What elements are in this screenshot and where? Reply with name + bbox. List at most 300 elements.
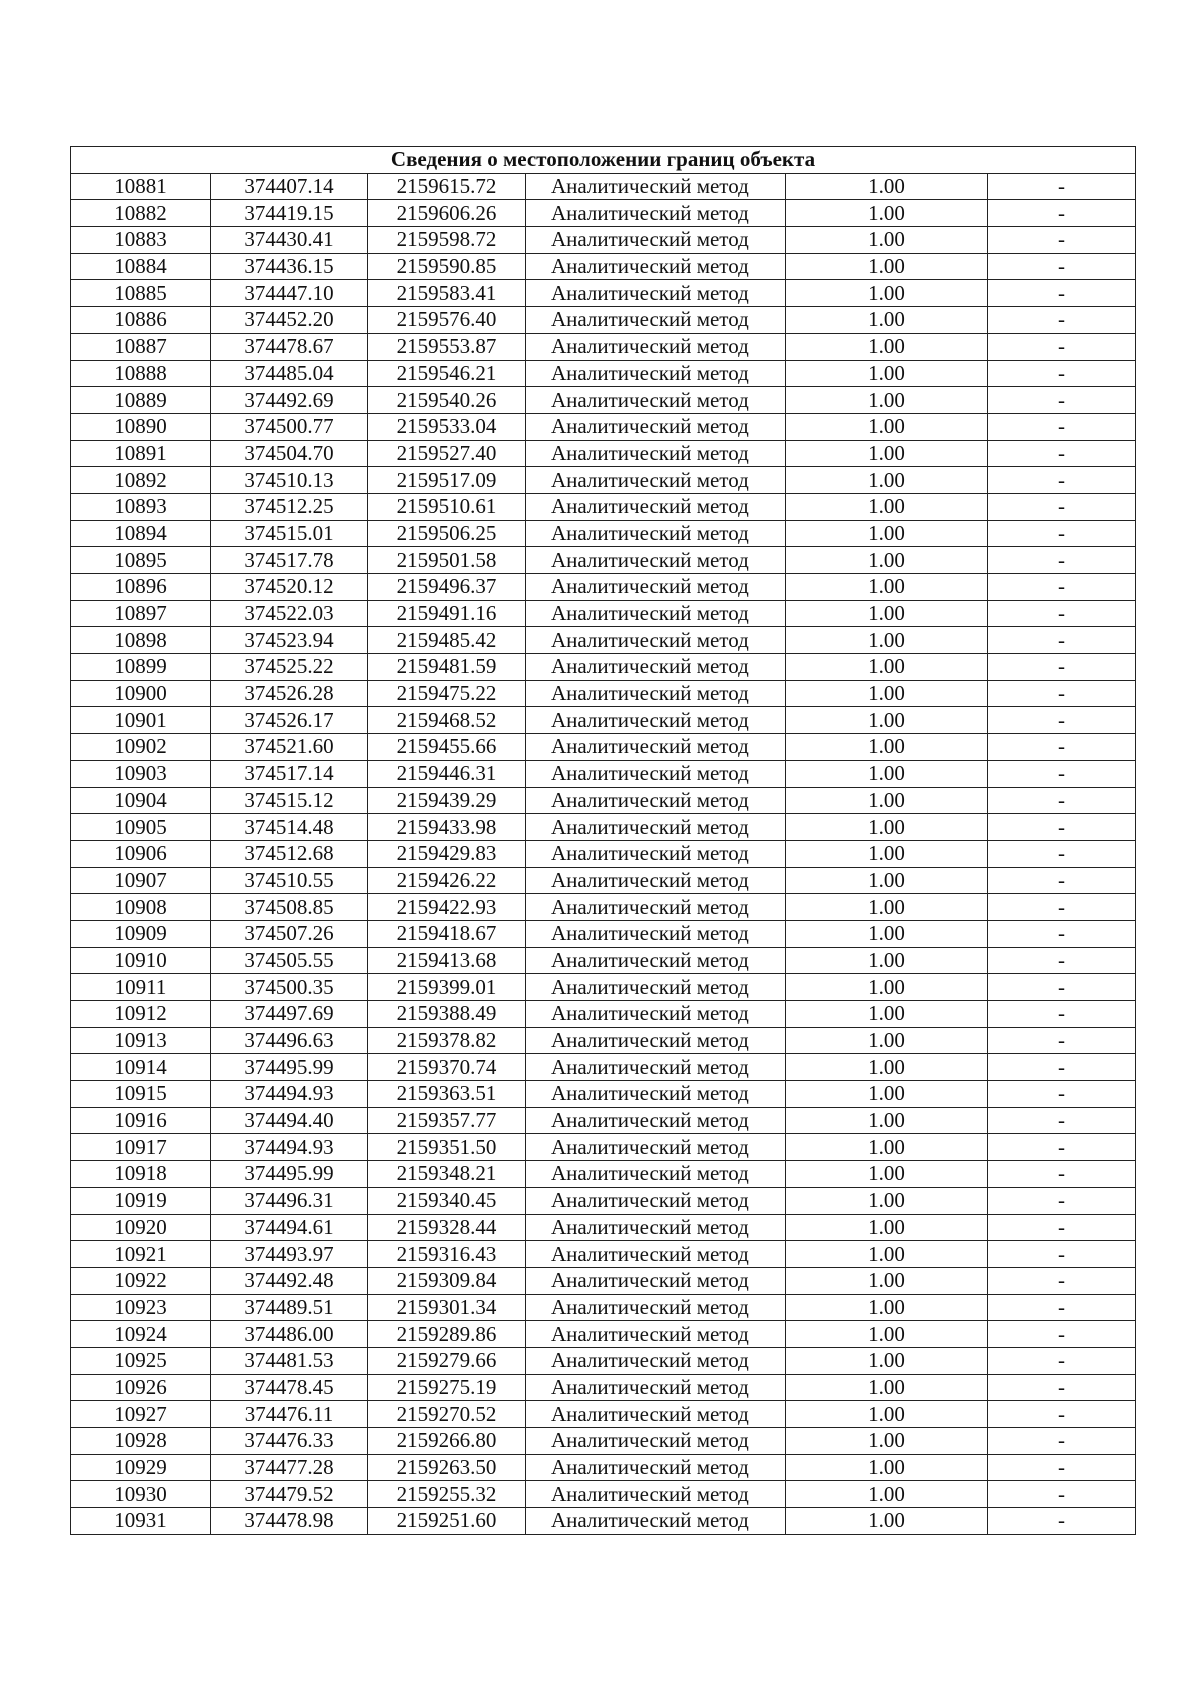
coordinate-y: 2159270.52	[368, 1401, 526, 1428]
accuracy-cell: 1.00	[786, 1401, 988, 1428]
accuracy-cell: 1.00	[786, 360, 988, 387]
accuracy-cell: 1.00	[786, 1214, 988, 1241]
note-cell: -	[988, 227, 1136, 254]
accuracy-cell: 1.00	[786, 307, 988, 334]
coordinate-y: 2159496.37	[368, 574, 526, 601]
table-row	[71, 200, 1136, 227]
note-cell: -	[988, 1374, 1136, 1401]
point-number: 10888	[71, 360, 211, 387]
table-row	[71, 974, 1136, 1001]
note-cell: -	[988, 547, 1136, 574]
coordinate-x: 374495.99	[211, 1054, 368, 1081]
method-cell: Аналитический метод	[526, 547, 786, 574]
accuracy-cell: 1.00	[786, 1481, 988, 1508]
coordinate-x: 374512.25	[211, 493, 368, 520]
coordinate-x: 374526.17	[211, 707, 368, 734]
point-number: 10910	[71, 947, 211, 974]
coordinate-x: 374500.77	[211, 413, 368, 440]
coordinate-y: 2159348.21	[368, 1161, 526, 1188]
point-number: 10918	[71, 1161, 211, 1188]
note-cell: -	[988, 1107, 1136, 1134]
table-row	[71, 280, 1136, 307]
note-cell: -	[988, 1187, 1136, 1214]
point-number: 10892	[71, 467, 211, 494]
coordinate-x: 374476.11	[211, 1401, 368, 1428]
coordinate-x: 374476.33	[211, 1428, 368, 1455]
coordinate-x: 374496.31	[211, 1187, 368, 1214]
table-title-row	[71, 147, 1136, 174]
method-cell: Аналитический метод	[526, 1454, 786, 1481]
coordinate-y: 2159527.40	[368, 440, 526, 467]
coordinate-x: 374419.15	[211, 200, 368, 227]
point-number: 10916	[71, 1107, 211, 1134]
accuracy-cell: 1.00	[786, 1161, 988, 1188]
coordinate-x: 374515.12	[211, 787, 368, 814]
point-number: 10902	[71, 734, 211, 761]
coordinate-x: 374515.01	[211, 520, 368, 547]
coordinate-x: 374495.99	[211, 1161, 368, 1188]
accuracy-cell: 1.00	[786, 520, 988, 547]
method-cell: Аналитический метод	[526, 1027, 786, 1054]
method-cell: Аналитический метод	[526, 280, 786, 307]
accuracy-cell: 1.00	[786, 387, 988, 414]
table-row	[71, 173, 1136, 200]
note-cell: -	[988, 600, 1136, 627]
method-cell: Аналитический метод	[526, 1081, 786, 1108]
coordinate-x: 374479.52	[211, 1481, 368, 1508]
accuracy-cell: 1.00	[786, 227, 988, 254]
method-cell: Аналитический метод	[526, 1374, 786, 1401]
table-row	[71, 307, 1136, 334]
note-cell: -	[988, 1241, 1136, 1268]
method-cell: Аналитический метод	[526, 173, 786, 200]
accuracy-cell: 1.00	[786, 1081, 988, 1108]
point-number: 10896	[71, 574, 211, 601]
coordinate-y: 2159351.50	[368, 1134, 526, 1161]
point-number: 10905	[71, 814, 211, 841]
accuracy-cell: 1.00	[786, 547, 988, 574]
accuracy-cell: 1.00	[786, 974, 988, 1001]
note-cell: -	[988, 680, 1136, 707]
note-cell: -	[988, 920, 1136, 947]
point-number: 10894	[71, 520, 211, 547]
coordinate-x: 374507.26	[211, 920, 368, 947]
method-cell: Аналитический метод	[526, 227, 786, 254]
method-cell: Аналитический метод	[526, 867, 786, 894]
note-cell: -	[988, 1508, 1136, 1535]
note-cell: -	[988, 360, 1136, 387]
accuracy-cell: 1.00	[786, 627, 988, 654]
coordinate-y: 2159590.85	[368, 253, 526, 280]
method-cell: Аналитический метод	[526, 894, 786, 921]
method-cell: Аналитический метод	[526, 493, 786, 520]
coordinate-y: 2159255.32	[368, 1481, 526, 1508]
coordinate-x: 374430.41	[211, 227, 368, 254]
coordinate-y: 2159468.52	[368, 707, 526, 734]
note-cell: -	[988, 840, 1136, 867]
point-number: 10903	[71, 760, 211, 787]
accuracy-cell: 1.00	[786, 493, 988, 520]
point-number: 10898	[71, 627, 211, 654]
point-number: 10907	[71, 867, 211, 894]
note-cell: -	[988, 654, 1136, 681]
table-row	[71, 787, 1136, 814]
accuracy-cell: 1.00	[786, 920, 988, 947]
coordinate-y: 2159598.72	[368, 227, 526, 254]
point-number: 10908	[71, 894, 211, 921]
note-cell: -	[988, 734, 1136, 761]
table-row	[71, 1508, 1136, 1535]
method-cell: Аналитический метод	[526, 1001, 786, 1028]
point-number: 10899	[71, 654, 211, 681]
note-cell: -	[988, 1027, 1136, 1054]
coordinate-y: 2159446.31	[368, 760, 526, 787]
coordinate-y: 2159576.40	[368, 307, 526, 334]
coordinate-y: 2159399.01	[368, 974, 526, 1001]
method-cell: Аналитический метод	[526, 1267, 786, 1294]
accuracy-cell: 1.00	[786, 1294, 988, 1321]
accuracy-cell: 1.00	[786, 173, 988, 200]
boundary-coordinates-table	[70, 146, 1136, 1535]
method-cell: Аналитический метод	[526, 654, 786, 681]
coordinate-y: 2159583.41	[368, 280, 526, 307]
coordinate-x: 374510.55	[211, 867, 368, 894]
coordinate-x: 374496.63	[211, 1027, 368, 1054]
method-cell: Аналитический метод	[526, 440, 786, 467]
coordinate-y: 2159289.86	[368, 1321, 526, 1348]
note-cell: -	[988, 1267, 1136, 1294]
coordinate-y: 2159301.34	[368, 1294, 526, 1321]
table-row	[71, 1267, 1136, 1294]
table-row	[71, 1161, 1136, 1188]
accuracy-cell: 1.00	[786, 1027, 988, 1054]
method-cell: Аналитический метод	[526, 1134, 786, 1161]
note-cell: -	[988, 200, 1136, 227]
point-number: 10883	[71, 227, 211, 254]
coordinate-y: 2159275.19	[368, 1374, 526, 1401]
note-cell: -	[988, 1401, 1136, 1428]
coordinate-y: 2159426.22	[368, 867, 526, 894]
method-cell: Аналитический метод	[526, 574, 786, 601]
coordinate-y: 2159340.45	[368, 1187, 526, 1214]
coordinate-y: 2159485.42	[368, 627, 526, 654]
coordinate-y: 2159378.82	[368, 1027, 526, 1054]
method-cell: Аналитический метод	[526, 200, 786, 227]
method-cell: Аналитический метод	[526, 1321, 786, 1348]
note-cell: -	[988, 947, 1136, 974]
accuracy-cell: 1.00	[786, 600, 988, 627]
note-cell: -	[988, 467, 1136, 494]
coordinate-y: 2159517.09	[368, 467, 526, 494]
table-row	[71, 947, 1136, 974]
method-cell: Аналитический метод	[526, 1054, 786, 1081]
coordinate-y: 2159433.98	[368, 814, 526, 841]
coordinate-y: 2159266.80	[368, 1428, 526, 1455]
method-cell: Аналитический метод	[526, 1401, 786, 1428]
method-cell: Аналитический метод	[526, 1241, 786, 1268]
method-cell: Аналитический метод	[526, 974, 786, 1001]
coordinate-x: 374485.04	[211, 360, 368, 387]
note-cell: -	[988, 1321, 1136, 1348]
coordinate-x: 374523.94	[211, 627, 368, 654]
method-cell: Аналитический метод	[526, 1187, 786, 1214]
coordinate-y: 2159413.68	[368, 947, 526, 974]
note-cell: -	[988, 1001, 1136, 1028]
accuracy-cell: 1.00	[786, 894, 988, 921]
accuracy-cell: 1.00	[786, 280, 988, 307]
coordinate-x: 374494.93	[211, 1134, 368, 1161]
point-number: 10884	[71, 253, 211, 280]
coordinate-y: 2159510.61	[368, 493, 526, 520]
coordinate-y: 2159481.59	[368, 654, 526, 681]
accuracy-cell: 1.00	[786, 1107, 988, 1134]
point-number: 10930	[71, 1481, 211, 1508]
accuracy-cell: 1.00	[786, 200, 988, 227]
accuracy-cell: 1.00	[786, 1187, 988, 1214]
accuracy-cell: 1.00	[786, 253, 988, 280]
table-row	[71, 1214, 1136, 1241]
table-row	[71, 1294, 1136, 1321]
point-number: 10887	[71, 333, 211, 360]
point-number: 10889	[71, 387, 211, 414]
coordinate-x: 374522.03	[211, 600, 368, 627]
point-number: 10917	[71, 1134, 211, 1161]
coordinate-x: 374481.53	[211, 1347, 368, 1374]
point-number: 10912	[71, 1001, 211, 1028]
coordinate-y: 2159506.25	[368, 520, 526, 547]
coordinate-y: 2159316.43	[368, 1241, 526, 1268]
coordinate-y: 2159475.22	[368, 680, 526, 707]
coordinate-y: 2159328.44	[368, 1214, 526, 1241]
note-cell: -	[988, 413, 1136, 440]
table-row	[71, 413, 1136, 440]
note-cell: -	[988, 333, 1136, 360]
accuracy-cell: 1.00	[786, 1001, 988, 1028]
coordinate-y: 2159429.83	[368, 840, 526, 867]
point-number: 10890	[71, 413, 211, 440]
method-cell: Аналитический метод	[526, 707, 786, 734]
point-number: 10913	[71, 1027, 211, 1054]
method-cell: Аналитический метод	[526, 627, 786, 654]
table-row	[71, 1134, 1136, 1161]
coordinate-y: 2159615.72	[368, 173, 526, 200]
note-cell: -	[988, 760, 1136, 787]
method-cell: Аналитический метод	[526, 333, 786, 360]
coordinate-x: 374494.40	[211, 1107, 368, 1134]
accuracy-cell: 1.00	[786, 760, 988, 787]
table-row	[71, 1001, 1136, 1028]
note-cell: -	[988, 1134, 1136, 1161]
point-number: 10919	[71, 1187, 211, 1214]
coordinate-x: 374510.13	[211, 467, 368, 494]
note-cell: -	[988, 173, 1136, 200]
accuracy-cell: 1.00	[786, 1508, 988, 1535]
table-row	[71, 867, 1136, 894]
method-cell: Аналитический метод	[526, 467, 786, 494]
coordinate-x: 374512.68	[211, 840, 368, 867]
note-cell: -	[988, 1081, 1136, 1108]
table-row	[71, 467, 1136, 494]
note-cell: -	[988, 867, 1136, 894]
point-number: 10885	[71, 280, 211, 307]
note-cell: -	[988, 1214, 1136, 1241]
coordinate-y: 2159388.49	[368, 1001, 526, 1028]
method-cell: Аналитический метод	[526, 734, 786, 761]
coordinate-x: 374525.22	[211, 654, 368, 681]
note-cell: -	[988, 307, 1136, 334]
table-row	[71, 734, 1136, 761]
coordinate-y: 2159363.51	[368, 1081, 526, 1108]
method-cell: Аналитический метод	[526, 760, 786, 787]
coordinate-y: 2159279.66	[368, 1347, 526, 1374]
method-cell: Аналитический метод	[526, 387, 786, 414]
coordinate-x: 374478.98	[211, 1508, 368, 1535]
coordinate-x: 374521.60	[211, 734, 368, 761]
point-number: 10881	[71, 173, 211, 200]
coordinate-x: 374477.28	[211, 1454, 368, 1481]
method-cell: Аналитический метод	[526, 520, 786, 547]
accuracy-cell: 1.00	[786, 680, 988, 707]
coordinate-x: 374436.15	[211, 253, 368, 280]
coordinate-x: 374494.93	[211, 1081, 368, 1108]
note-cell: -	[988, 707, 1136, 734]
table-row	[71, 1054, 1136, 1081]
accuracy-cell: 1.00	[786, 1054, 988, 1081]
point-number: 10920	[71, 1214, 211, 1241]
coordinate-y: 2159546.21	[368, 360, 526, 387]
accuracy-cell: 1.00	[786, 654, 988, 681]
point-number: 10904	[71, 787, 211, 814]
note-cell: -	[988, 280, 1136, 307]
method-cell: Аналитический метод	[526, 947, 786, 974]
coordinate-x: 374478.45	[211, 1374, 368, 1401]
point-number: 10901	[71, 707, 211, 734]
table-row	[71, 627, 1136, 654]
accuracy-cell: 1.00	[786, 867, 988, 894]
accuracy-cell: 1.00	[786, 1241, 988, 1268]
point-number: 10927	[71, 1401, 211, 1428]
point-number: 10882	[71, 200, 211, 227]
method-cell: Аналитический метод	[526, 840, 786, 867]
accuracy-cell: 1.00	[786, 574, 988, 601]
coordinate-x: 374447.10	[211, 280, 368, 307]
method-cell: Аналитический метод	[526, 680, 786, 707]
accuracy-cell: 1.00	[786, 333, 988, 360]
point-number: 10914	[71, 1054, 211, 1081]
note-cell: -	[988, 493, 1136, 520]
table-row	[71, 520, 1136, 547]
accuracy-cell: 1.00	[786, 840, 988, 867]
table-row	[71, 814, 1136, 841]
method-cell: Аналитический метод	[526, 1294, 786, 1321]
accuracy-cell: 1.00	[786, 1321, 988, 1348]
point-number: 10886	[71, 307, 211, 334]
coordinate-x: 374494.61	[211, 1214, 368, 1241]
accuracy-cell: 1.00	[786, 1347, 988, 1374]
note-cell: -	[988, 1294, 1136, 1321]
table-row	[71, 894, 1136, 921]
table-row	[71, 680, 1136, 707]
table-row	[71, 1374, 1136, 1401]
coordinate-x: 374407.14	[211, 173, 368, 200]
coordinate-y: 2159540.26	[368, 387, 526, 414]
table-row	[71, 654, 1136, 681]
coordinate-y: 2159422.93	[368, 894, 526, 921]
coordinate-y: 2159357.77	[368, 1107, 526, 1134]
point-number: 10893	[71, 493, 211, 520]
accuracy-cell: 1.00	[786, 440, 988, 467]
coordinate-x: 374526.28	[211, 680, 368, 707]
accuracy-cell: 1.00	[786, 734, 988, 761]
accuracy-cell: 1.00	[786, 1267, 988, 1294]
coordinate-y: 2159418.67	[368, 920, 526, 947]
point-number: 10911	[71, 974, 211, 1001]
table-row	[71, 360, 1136, 387]
table-row	[71, 493, 1136, 520]
method-cell: Аналитический метод	[526, 600, 786, 627]
table-row	[71, 1187, 1136, 1214]
note-cell: -	[988, 814, 1136, 841]
coordinate-x: 374497.69	[211, 1001, 368, 1028]
accuracy-cell: 1.00	[786, 814, 988, 841]
method-cell: Аналитический метод	[526, 1214, 786, 1241]
method-cell: Аналитический метод	[526, 1508, 786, 1535]
point-number: 10931	[71, 1508, 211, 1535]
table-row	[71, 760, 1136, 787]
method-cell: Аналитический метод	[526, 920, 786, 947]
coordinate-x: 374492.48	[211, 1267, 368, 1294]
note-cell: -	[988, 1481, 1136, 1508]
coordinate-x: 374517.14	[211, 760, 368, 787]
point-number: 10915	[71, 1081, 211, 1108]
coordinate-x: 374489.51	[211, 1294, 368, 1321]
point-number: 10922	[71, 1267, 211, 1294]
note-cell: -	[988, 1347, 1136, 1374]
coordinate-x: 374493.97	[211, 1241, 368, 1268]
accuracy-cell: 1.00	[786, 787, 988, 814]
accuracy-cell: 1.00	[786, 1374, 988, 1401]
coordinate-y: 2159455.66	[368, 734, 526, 761]
note-cell: -	[988, 627, 1136, 654]
table-row	[71, 920, 1136, 947]
table-row	[71, 1481, 1136, 1508]
method-cell: Аналитический метод	[526, 253, 786, 280]
note-cell: -	[988, 520, 1136, 547]
method-cell: Аналитический метод	[526, 814, 786, 841]
note-cell: -	[988, 253, 1136, 280]
point-number: 10924	[71, 1321, 211, 1348]
note-cell: -	[988, 1428, 1136, 1455]
accuracy-cell: 1.00	[786, 707, 988, 734]
point-number: 10929	[71, 1454, 211, 1481]
coordinate-x: 374514.48	[211, 814, 368, 841]
coordinate-y: 2159251.60	[368, 1508, 526, 1535]
table-row	[71, 1107, 1136, 1134]
method-cell: Аналитический метод	[526, 360, 786, 387]
coordinate-x: 374504.70	[211, 440, 368, 467]
coordinate-x: 374452.20	[211, 307, 368, 334]
coordinate-x: 374520.12	[211, 574, 368, 601]
table-row	[71, 1347, 1136, 1374]
coordinate-x: 374492.69	[211, 387, 368, 414]
coordinate-y: 2159606.26	[368, 200, 526, 227]
table-row	[71, 1027, 1136, 1054]
coordinate-x: 374505.55	[211, 947, 368, 974]
point-number: 10926	[71, 1374, 211, 1401]
accuracy-cell: 1.00	[786, 1134, 988, 1161]
coordinate-x: 374517.78	[211, 547, 368, 574]
table-row	[71, 333, 1136, 360]
